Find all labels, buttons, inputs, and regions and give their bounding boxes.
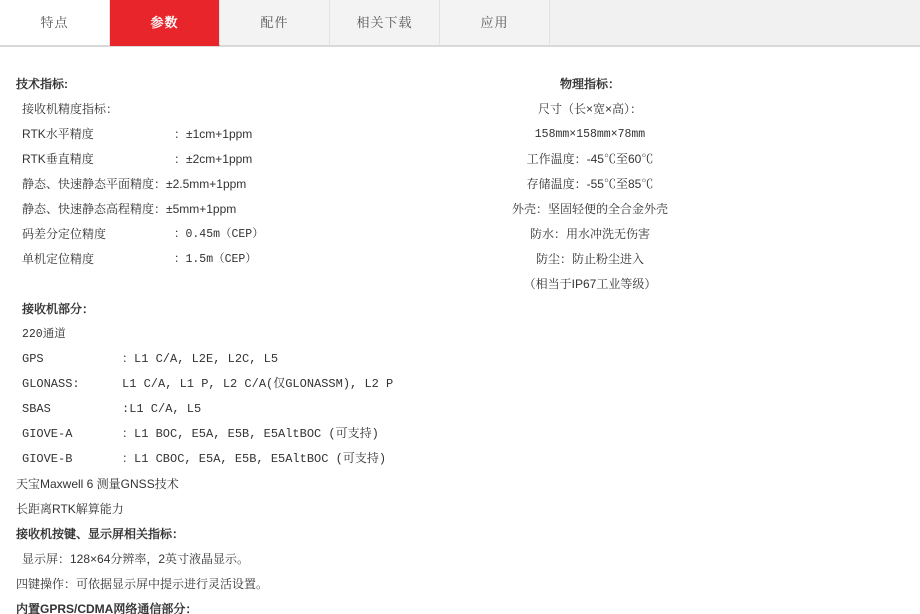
tab-bar-filler [550,0,920,46]
signal-row-giove-b [0,447,430,472]
spec-key: RTK水平精度 [22,127,94,141]
signal-value: L1 C/A, L1 P, L2 C/A(仅GLONASSM), L2 P [122,377,394,391]
left-column [0,47,430,614]
parameters-content [0,47,920,614]
spec-key: 静态、快速静态高程精度：±5mm+1ppm [22,202,237,216]
gprs-cdma-title: 内置GPRS/CDMA网络通信部分： [16,602,198,614]
right-column [390,47,790,297]
receiver-part-title: 接收机部分： [22,302,95,316]
left-top-spacer [0,47,430,72]
spec-value: ：±2cm+1ppm [174,152,253,166]
key-operation-line: 四键操作：可依据显示屏中提示进行灵活设置。 [16,577,269,591]
right-top-spacer [390,47,790,72]
signal-key: GLONASS: [22,377,80,391]
signal-row-sbas [0,397,430,422]
signal-key: GIOVE-A [22,427,73,441]
maxwell-technology: 天宝Maxwell 6 测量GNSS技术 [16,477,179,491]
tab-bar [0,0,920,47]
storage-temperature: 存储温度：-55℃至85℃ [526,177,654,191]
signal-key: SBAS [22,402,51,416]
size-title: 尺寸（长×宽×高）： [537,102,643,116]
size-value: 158mm×158mm×78mm [534,128,646,141]
signal-row-glonass [0,372,430,397]
operating-temperature: 工作温度：-45℃至60℃ [526,152,654,166]
spec-row-standalone [0,247,430,272]
waterproof-spec: 防水：用水冲洗无伤害 [529,227,650,241]
signal-value: ：L1 CBOC, E5A, E5B, E5AltBOC (可支持) [122,452,387,466]
signal-key: GPS [22,352,44,366]
tab-downloads[interactable]: 相关下载 [330,0,440,46]
spec-row-static-horizontal [0,172,430,197]
tab-applications[interactable]: 应用 [440,0,550,46]
spec-value: ：1.5m（CEP） [174,253,257,266]
display-spec-line: 显示屏：128×64分辨率，2英寸液晶显示。 [22,552,250,566]
ip67-note: （相当于IP67工业等级） [523,277,657,291]
spec-key: 静态、快速静态平面精度：±2.5mm+1ppm [22,177,247,191]
signal-value: ：L1 C/A, L2E, L2C, L5 [122,352,279,366]
spec-key: RTK垂直精度 [22,152,94,166]
spec-row-static-vertical [0,197,430,222]
signal-row-giove-a [0,422,430,447]
tab-parameters[interactable]: 参数 [110,0,220,46]
spec-row-code-diff [0,222,430,247]
spec-row-rtk-vertical [0,147,430,172]
left-gap-1 [0,272,430,297]
receiver-accuracy-title: 接收机精度指标： [22,102,119,116]
signal-value: ：L1 BOC, E5A, E5B, E5AltBOC (可支持) [122,427,379,441]
channel-count: 220通道 [22,328,66,341]
spec-key: 单机定位精度 [22,252,95,266]
spec-key: 码差分定位精度 [22,227,107,241]
long-range-rtk: 长距离RTK解算能力 [16,502,124,516]
spec-row-rtk-horizontal [0,122,430,147]
spec-value: ：±1cm+1ppm [174,127,253,141]
housing-spec: 外壳：坚固轻便的全合金外壳 [511,202,668,216]
signal-row-gps [0,347,430,372]
signal-key: GIOVE-B [22,452,73,466]
tab-features[interactable]: 特点 [0,0,110,46]
tech-specs-title: 技术指标: [16,77,68,91]
tab-accessories[interactable]: 配件 [220,0,330,46]
spec-value: ：0.45m（CEP） [174,228,264,241]
signal-value: :L1 C/A, L5 [122,402,202,416]
display-specs-title: 接收机按键、显示屏相关指标： [16,527,185,541]
physical-specs-title: 物理指标： [559,77,620,91]
dustproof-spec: 防尘：防止粉尘进入 [535,252,644,266]
